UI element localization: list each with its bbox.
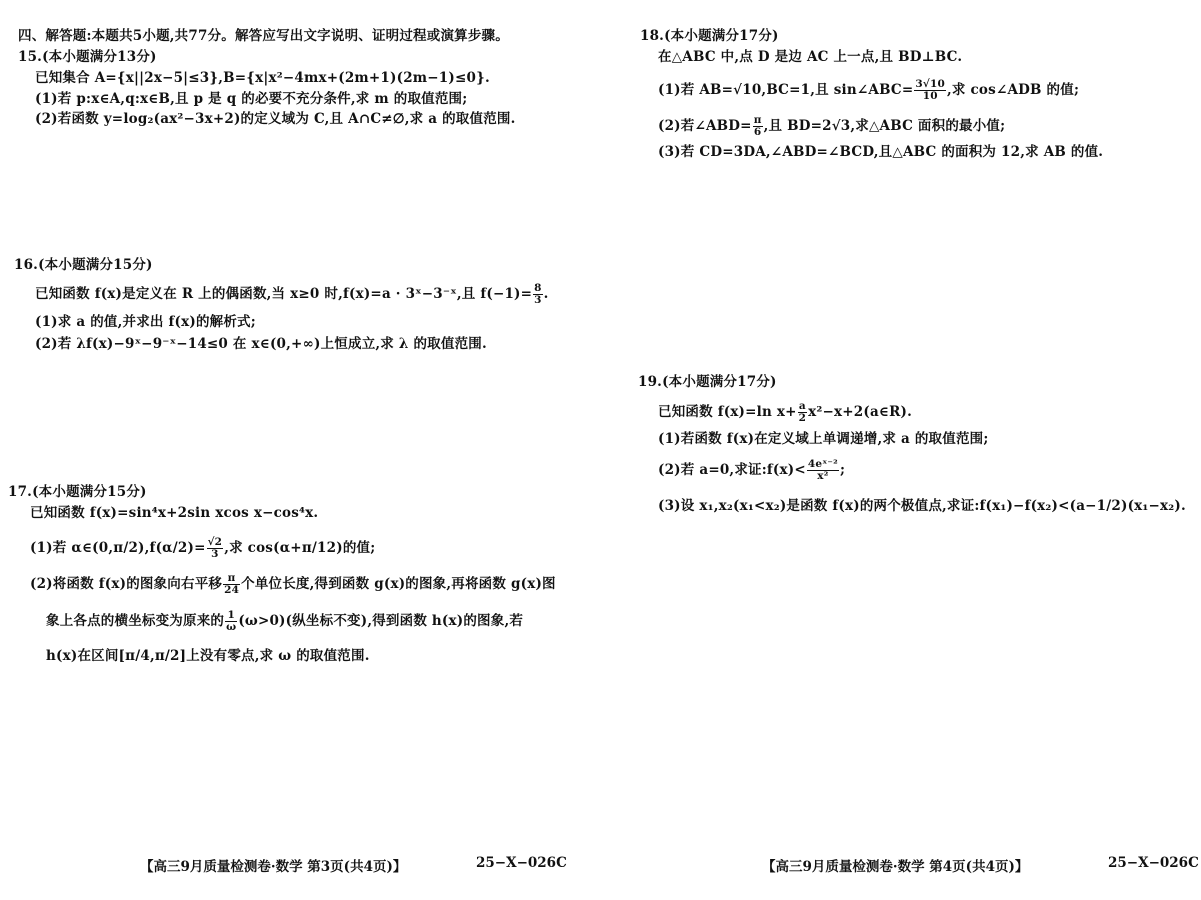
q18-title: 18.(本小题满分17分) (640, 28, 779, 44)
q16-frac-num: 8 (534, 282, 542, 294)
q17-p2-c-fraction (225, 610, 237, 633)
q17-p2-frac-den: 24 (224, 584, 240, 596)
q18-p2-fraction (753, 115, 763, 138)
q15-part1: (1)若 p:x∈A,q:x∈B,且 p 是 q 的必要不充分条件,求 m 的取值范围; (35, 91, 468, 107)
q18-p2-b: ,且 BD=2√3,求△ABC 面积的最小值; (763, 118, 1006, 134)
q17-p1-a: (1)若 α∈ (30, 540, 93, 556)
q17-p1-frac-den: 3 (211, 548, 219, 560)
q16-part2: (2)若 λf(x)−9ˣ−9⁻ˣ−14≤0 在 x∈(0,+∞)上恒成立,求 λ 的取值范围. (35, 336, 487, 352)
q17-title: 17.(本小题满分15分) (8, 484, 147, 500)
q19-stem-b: x²−x+2(a∈R). (808, 404, 913, 420)
q18-p1-a: (1)若 AB=√10,BC=1,且 sin∠ABC= (658, 82, 914, 98)
q19-p3-b: (a−1/2) (1069, 498, 1128, 514)
q19-p2-frac-num: 4eˣ⁻² (807, 458, 838, 470)
q18-p2-frac-num: π (753, 114, 762, 126)
q19-p2-fraction (807, 459, 839, 482)
q18-p1-b: ,求 cos∠ADB 的值; (947, 82, 1080, 98)
q18-stem: 在△ABC 中,点 D 是边 AC 上一点,且 BD⊥BC. (658, 49, 963, 65)
q19-p2-a: (2)若 a=0,求证:f(x)< (658, 462, 806, 478)
q17-p1-arg: (α/2) (155, 540, 195, 556)
q17-p2-g: 上没有零点,求 ω 的取值范围. (186, 648, 370, 664)
q18-p1-fraction (914, 79, 946, 102)
q17-p2-f: [π/4,π/2] (118, 648, 187, 664)
q19-part3 (658, 497, 1186, 515)
left-code: 25−X−026C (476, 855, 567, 871)
q17-p2-a: (2)将函数 f(x)的图象向右平移 (30, 576, 223, 592)
left-footer: 【高三9月质量检测卷·数学 第3页(共4页)】 (140, 859, 407, 875)
q17-p1-fraction (207, 537, 224, 560)
q17-p1-c: ,f (144, 540, 156, 556)
q19-part2 (658, 459, 845, 482)
q16-part1: (1)求 a 的值,并求出 f(x)的解析式; (35, 314, 256, 330)
q17-p1-h: (α+π/12) (273, 540, 343, 556)
q17-p2-c-num: 1 (225, 610, 237, 622)
q19-part1: (1)若函数 f(x)在定义域上单调递增,求 a 的取值范围; (658, 431, 989, 447)
q17-p2-fraction (223, 573, 240, 596)
q19-stem (658, 401, 912, 424)
q17-part2-line1 (30, 573, 556, 596)
q19-p2-b: ; (839, 462, 846, 478)
q18-p1-frac-den: 10 (922, 90, 938, 102)
q17-p2-frac-num: π (223, 573, 240, 585)
q18-p2-frac-den: 6 (753, 126, 762, 138)
section-header: 四、解答题:本题共5小题,共77分。解答应写出文字说明、证明过程或演算步骤。 (18, 28, 509, 44)
q17-p1-frac-num: √2 (207, 536, 223, 548)
q17-p1-eq: = (194, 540, 206, 556)
q16-stem-end: . (543, 286, 549, 302)
q16-fraction (533, 283, 543, 306)
q19-stem-fraction (798, 401, 808, 424)
q19-stem-frac-den: 2 (798, 412, 807, 424)
q17-stem: 已知函数 f(x)=sin⁴x+2sin xcos x−cos⁴x. (30, 505, 319, 521)
q17-p2-c-den: ω (226, 621, 237, 633)
q16-stem-text: 已知函数 f(x)是定义在 R 上的偶函数,当 x≥0 时,f(x)=a · 3ˣ−3⁻ˣ,且 f(−1)= (35, 286, 533, 302)
q18-p1-frac-num: 3√10 (915, 78, 946, 90)
q18-part3: (3)若 CD=3DA,∠ABD=∠BCD,且△ABC 的面积为 12,求 AB 的值. (658, 144, 1104, 160)
q15-title: 15.(本小题满分13分) (18, 49, 157, 65)
q15-part2: (2)若函数 y=log₂(ax²−3x+2)的定义域为 C,且 A∩C≠∅,求 a 的取值范围. (35, 111, 516, 127)
right-footer: 【高三9月质量检测卷·数学 第4页(共4页)】 (762, 859, 1029, 875)
q17-p1-interval: (0,π/2) (92, 540, 145, 556)
q17-p1-g: ,求 cos (224, 540, 274, 556)
q19-p2-frac-den: x² (817, 470, 829, 482)
q17-p1-i: 的值; (342, 540, 376, 556)
q16-frac-den: 3 (534, 294, 542, 306)
q17-p2-d: (ω>0)(纵坐标不变),得到函数 h(x)的图象,若 (238, 613, 524, 629)
q17-part2-line3 (46, 647, 370, 665)
q16-stem (35, 283, 549, 306)
right-code: 25−X−026C (1108, 855, 1199, 871)
q17-part1 (30, 537, 375, 560)
q18-p2-a: (2)若∠ABD= (658, 118, 752, 134)
q17-p2-c: 象上各点的横坐标变为原来的 (46, 613, 225, 629)
q18-part1 (658, 79, 1079, 102)
q18-part2 (658, 115, 1005, 138)
q17-p2-e: h(x)在区间 (46, 648, 119, 664)
q19-title: 19.(本小题满分17分) (638, 374, 777, 390)
q17-p2-b: 个单位长度,得到函数 g(x)的图象,再将函数 g(x)图 (241, 576, 556, 592)
q19-stem-a: 已知函数 f(x)=ln x+ (658, 404, 797, 420)
q19-stem-frac-num: a (798, 400, 806, 412)
q17-part2-line2 (46, 610, 523, 633)
q16-title: 16.(本小题满分15分) (14, 257, 153, 273)
q19-p3-c: (x₁−x₂). (1127, 498, 1186, 514)
q19-p3-a: (3)设 x₁,x₂(x₁<x₂)是函数 f(x)的两个极值点,求证:f(x₁)−f(x₂)< (658, 498, 1070, 514)
q15-stem: 已知集合 A={x||2x−5|≤3},B={x|x²−4mx+(2m+1)(2m−1)≤0}. (35, 70, 490, 86)
